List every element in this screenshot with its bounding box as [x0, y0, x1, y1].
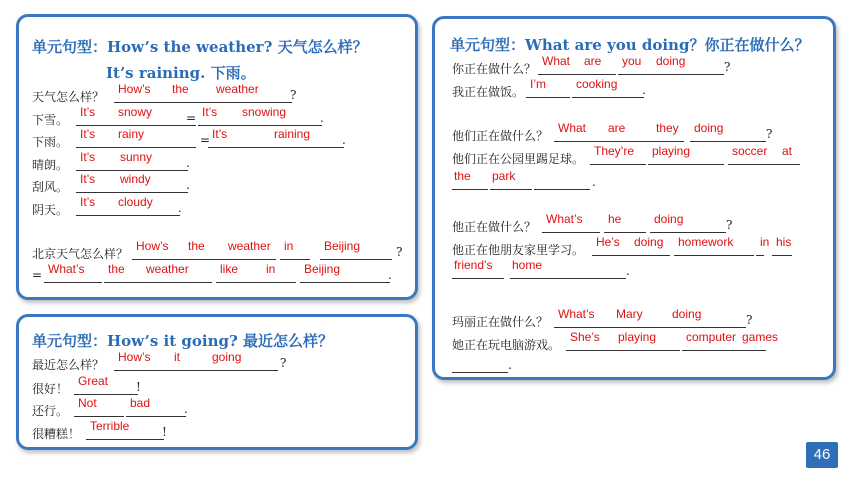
- panel_doing-answer: They’re: [594, 144, 635, 158]
- panel_doing-answer: I’m: [530, 77, 546, 91]
- doing-panel-title: 单元句型：What are you doing？你正在做什么？: [450, 36, 810, 54]
- panel_doing-prompt: 玛丽正在做什么？: [452, 315, 549, 329]
- answer-blank: [614, 350, 680, 351]
- panel_weather-answer: rainy: [118, 127, 145, 141]
- answer-blank: [114, 147, 196, 148]
- panel_weather-end-punct: ?: [290, 88, 297, 102]
- panel_going-prompt: 很好！: [32, 382, 69, 396]
- panel_doing-answer: park: [492, 169, 516, 183]
- panel_doing-answer: are: [608, 121, 626, 135]
- answer-blank: [208, 147, 270, 148]
- panel_weather-answer: like: [220, 262, 239, 276]
- panel_going-end-punct: !: [136, 380, 141, 394]
- panel_doing-answer: playing: [652, 144, 691, 158]
- answer-blank: [74, 416, 124, 417]
- panel_going-prompt: 很糟糕！: [32, 427, 81, 441]
- answer-blank: [738, 350, 760, 351]
- answer-blank: [116, 192, 188, 193]
- panel_doing-prompt: 你正在做什么？: [452, 62, 537, 76]
- panel_doing-answer: Mary: [616, 307, 643, 321]
- panel_weather-prompt: 刮风。: [32, 180, 69, 194]
- panel_weather-answer: It’s: [80, 105, 96, 119]
- panel_doing-answer: he: [608, 212, 622, 226]
- answer-blank: [778, 164, 800, 165]
- panel_doing-answer: doing: [654, 212, 684, 226]
- panel_weather-prompt: 北京天气怎么样？: [32, 247, 129, 261]
- panel_weather-end-punct: .: [320, 111, 324, 125]
- panel_going-answer: bad: [130, 396, 151, 410]
- panel_doing-end-punct: .: [626, 264, 630, 278]
- answer-blank: [452, 189, 488, 190]
- panel_weather-prompt: 天气怎么样？: [32, 90, 105, 104]
- answer-blank: [44, 282, 102, 283]
- panel_weather-equals: =: [200, 133, 211, 147]
- answer-blank: [592, 255, 630, 256]
- answer-blank: [212, 102, 292, 103]
- answer-blank: [652, 141, 684, 142]
- answer-blank: [74, 394, 138, 395]
- panel_doing-answer: they: [656, 121, 679, 135]
- panel_doing-answer: doing: [634, 235, 664, 249]
- panel_doing-answer: doing: [694, 121, 724, 135]
- panel_doing-answer: are: [584, 54, 602, 68]
- answer-blank: [566, 350, 614, 351]
- panel_doing-answer: playing: [618, 330, 657, 344]
- panel_going-end-punct: ?: [280, 356, 287, 370]
- panel_doing-answer: home: [512, 258, 543, 272]
- panel_weather-answer: windy: [120, 172, 151, 186]
- panel_doing-end-punct: ?: [746, 313, 753, 327]
- answer-blank: [114, 125, 196, 126]
- panel_doing-answer: He’s: [596, 235, 620, 249]
- answer-blank: [114, 102, 174, 103]
- panel_weather-answer: cloudy: [118, 195, 153, 209]
- answer-blank: [238, 125, 322, 126]
- answer-blank: [132, 259, 188, 260]
- answer-blank: [648, 164, 724, 165]
- panel_going-prompt: 还行。: [32, 404, 69, 418]
- answer-blank: [554, 141, 604, 142]
- panel_doing-prompt: 她正在玩电脑游戏。: [452, 338, 561, 352]
- panel_going-answer: it: [174, 350, 180, 364]
- panel_weather-answer: the: [108, 262, 125, 276]
- going-panel-title: 单元句型：How’s it going? 最近怎么样？: [32, 332, 333, 350]
- panel_doing-answer: the: [454, 169, 471, 183]
- panel_weather-answer: How’s: [118, 82, 151, 96]
- answer-blank: [630, 255, 670, 256]
- panel_weather-end-punct: .: [186, 156, 190, 170]
- answer-blank: [538, 74, 580, 75]
- panel_doing-answer: his: [776, 235, 792, 249]
- panel_weather-answer: How’s: [136, 239, 169, 253]
- panel_going-end-punct: !: [162, 425, 167, 439]
- panel_going-answer: Terrible: [90, 419, 130, 433]
- panel_doing-answer: soccer: [732, 144, 768, 158]
- panel_doing-answer: What: [558, 121, 587, 135]
- panel_doing-prompt: 他正在做什么？: [452, 220, 537, 234]
- panel_doing-answer: computer: [686, 330, 737, 344]
- answer-blank: [650, 232, 726, 233]
- panel_weather-equals: =: [186, 111, 197, 125]
- panel_doing-prompt: 他正在他朋友家里学习。: [452, 243, 585, 257]
- panel_weather-answer: It’s: [202, 105, 218, 119]
- answer-blank: [690, 141, 766, 142]
- panel_doing-end-punct: ?: [766, 127, 773, 141]
- weather-panel-title: 单元句型：How’s the weather? 天气怎么样？: [32, 38, 368, 56]
- panel_doing-answer: in: [760, 235, 770, 249]
- answer-blank: [452, 278, 504, 279]
- answer-blank: [542, 232, 600, 233]
- page-number: 46: [806, 442, 838, 468]
- panel_doing-answer: homework: [678, 235, 734, 249]
- answer-blank: [452, 372, 508, 373]
- answer-blank: [674, 255, 754, 256]
- panel_weather-answer: What’s: [48, 262, 85, 276]
- panel_weather-answer: the: [172, 82, 189, 96]
- answer-blank: [104, 282, 144, 283]
- panel_doing-answer: doing: [672, 307, 702, 321]
- answer-blank: [612, 327, 668, 328]
- answer-blank: [526, 97, 570, 98]
- answer-blank: [510, 278, 562, 279]
- panel_weather-end-punct: .: [388, 268, 392, 282]
- panel_doing-end-punct: .: [642, 83, 646, 97]
- answer-blank: [280, 259, 310, 260]
- panel_weather-prompt: 下雪。: [32, 113, 69, 127]
- panel_doing-prompt: 我正在做饭。: [452, 85, 525, 99]
- answer-blank: [668, 327, 746, 328]
- panel_weather-answer: It’s: [212, 127, 228, 141]
- answer-blank: [114, 370, 170, 371]
- panel_weather-answer: It’s: [80, 195, 96, 209]
- panel_weather-answer: Beijing: [324, 239, 361, 253]
- answer-blank: [76, 170, 118, 171]
- panel_going-answer: Great: [78, 374, 109, 388]
- panel_doing-answer: What’s: [546, 212, 583, 226]
- panel_weather-answer: snowy: [118, 105, 153, 119]
- answer-blank: [580, 74, 616, 75]
- answer-blank: [216, 282, 268, 283]
- answer-blank: [86, 439, 164, 440]
- answer-blank: [262, 282, 296, 283]
- answer-blank: [184, 259, 226, 260]
- panel_weather-end-punct: ?: [396, 245, 403, 259]
- panel_weather-answer: weather: [146, 262, 189, 276]
- panel_doing-answer: friend’s: [454, 258, 493, 272]
- panel_doing-end-punct: ?: [724, 60, 731, 74]
- answer-blank: [572, 97, 644, 98]
- answer-blank: [170, 370, 208, 371]
- panel_doing-prompt: 他们正在做什么？: [452, 129, 549, 143]
- panel_doing-end-punct: .: [592, 175, 596, 189]
- panel_weather-answer: raining: [274, 127, 311, 141]
- panel_weather-end-punct: .: [342, 133, 346, 147]
- answer-blank: [300, 282, 390, 283]
- panel_doing-answer: She’s: [570, 330, 600, 344]
- answer-blank: [554, 327, 614, 328]
- answer-blank: [562, 278, 626, 279]
- answer-blank: [534, 189, 590, 190]
- panel_doing-answer: cooking: [576, 77, 618, 91]
- panel_weather-answer: It’s: [80, 172, 96, 186]
- panel_weather-prompt: 阴天。: [32, 203, 69, 217]
- panel_doing-answer: What’s: [558, 307, 595, 321]
- answer-blank: [126, 416, 186, 417]
- answer-blank: [618, 74, 654, 75]
- answer-blank: [168, 102, 212, 103]
- panel_doing-answer: you: [622, 54, 642, 68]
- panel_going-answer: How’s: [118, 350, 151, 364]
- answer-blank: [490, 189, 532, 190]
- panel_weather-answer: Beijing: [304, 262, 341, 276]
- panel_doing-answer: games: [742, 330, 779, 344]
- panel_doing-answer: What: [542, 54, 571, 68]
- answer-blank: [224, 259, 276, 260]
- panel_weather-answer: sunny: [120, 150, 153, 164]
- panel_weather-answer: the: [188, 239, 205, 253]
- panel_going-answer: going: [212, 350, 242, 364]
- answer-blank: [114, 215, 180, 216]
- panel_weather-answer: in: [266, 262, 276, 276]
- answer-blank: [208, 370, 278, 371]
- panel_weather-prompt: =: [32, 268, 43, 282]
- answer-blank: [652, 74, 724, 75]
- answer-blank: [772, 255, 792, 256]
- panel_weather-prompt: 下雨。: [32, 135, 69, 149]
- answer-blank: [604, 141, 652, 142]
- answer-blank: [116, 170, 188, 171]
- panel_weather-answer: It’s: [80, 127, 96, 141]
- panel_weather-end-punct: .: [186, 178, 190, 192]
- panel_weather-prompt: 晴朗。: [32, 158, 69, 172]
- panel_weather-answer: in: [284, 239, 294, 253]
- answer-blank: [270, 147, 344, 148]
- answer-blank: [590, 164, 646, 165]
- panel_weather-end-punct: .: [178, 201, 182, 215]
- answer-blank: [76, 192, 118, 193]
- panel_going-end-punct: .: [184, 402, 188, 416]
- panel_doing-prompt: 他们正在公园里踢足球。: [452, 152, 585, 166]
- panel_going-answer: Not: [78, 396, 97, 410]
- weather-panel-subtitle: It’s raining. 下雨。: [106, 64, 256, 82]
- panel_weather-answer: weather: [216, 82, 259, 96]
- answer-blank: [320, 259, 392, 260]
- panel_doing-answer: at: [782, 144, 793, 158]
- panel_doing-end-punct: .: [508, 358, 512, 372]
- answer-blank: [756, 255, 764, 256]
- panel_going-prompt: 最近怎么样？: [32, 358, 105, 372]
- panel_doing-end-punct: ?: [726, 218, 733, 232]
- panel_weather-answer: It’s: [80, 150, 96, 164]
- answer-blank: [142, 282, 212, 283]
- panel_weather-answer: snowing: [242, 105, 287, 119]
- answer-blank: [604, 232, 646, 233]
- panel_weather-answer: weather: [228, 239, 271, 253]
- panel_doing-answer: doing: [656, 54, 686, 68]
